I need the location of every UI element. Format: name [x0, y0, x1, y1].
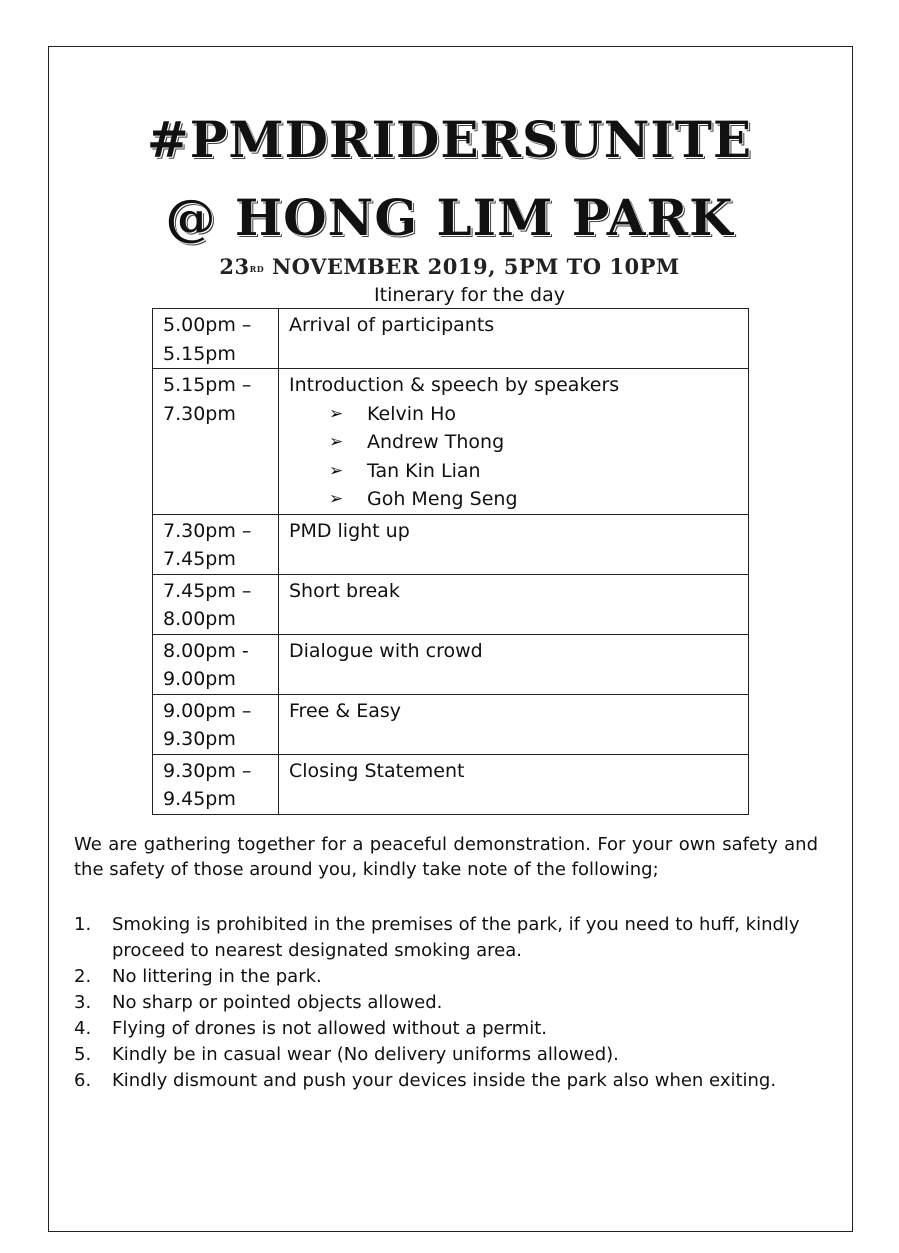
rule-number: 4. — [74, 1018, 92, 1039]
itinerary-heading: Itinerary for the day — [374, 284, 565, 306]
rule-text: Kindly dismount and push your devices inside the park also when exiting. — [112, 1070, 777, 1091]
list-item — [74, 1068, 818, 1094]
time-end: 7.30pm — [163, 402, 236, 425]
time-cell — [153, 754, 279, 814]
activity-label: Arrival of participants — [289, 314, 495, 336]
date-rest: NOVEMBER 2019, 5PM TO 10PM — [264, 254, 680, 279]
date-suffix: RD — [249, 264, 265, 274]
rule-number: 1. — [74, 914, 92, 935]
table-row — [153, 369, 749, 515]
rules-list — [74, 912, 818, 1094]
time-end: 7.45pm — [163, 548, 236, 570]
event-date-time — [0, 252, 899, 282]
list-item — [74, 1016, 818, 1042]
table-row — [153, 309, 749, 369]
table-row — [153, 574, 749, 634]
activity-label: PMD light up — [289, 519, 410, 542]
activity-label: Introduction & speech by speakers — [289, 374, 620, 396]
rule-number: 2. — [74, 966, 92, 987]
rule-text: Kindly be in casual wear (No delivery uniforms allowed). — [112, 1044, 619, 1065]
list-item — [74, 964, 818, 990]
rule-number: 5. — [74, 1044, 92, 1065]
arrow-bullet-icon: ➢ — [329, 403, 344, 424]
arrow-bullet-icon: ➢ — [329, 489, 344, 509]
rule-number: 6. — [74, 1070, 92, 1091]
event-location: @ HONG LIM PARK — [165, 188, 734, 247]
time-cell — [153, 514, 279, 574]
time-start: 7.45pm – — [163, 579, 252, 602]
time-end: 5.15pm — [163, 342, 236, 365]
speaker-name: Kelvin Ho — [367, 402, 456, 425]
activity-cell — [279, 309, 749, 369]
arrow-bullet-icon: ➢ — [329, 460, 344, 481]
time-end: 9.30pm — [163, 728, 236, 750]
speaker-list — [289, 400, 738, 514]
activity-cell — [279, 634, 749, 694]
list-item — [74, 1042, 818, 1068]
list-item — [74, 912, 818, 964]
speaker-name: Andrew Thong — [367, 431, 505, 453]
activity-label: Closing Statement — [289, 759, 465, 782]
activity-label: Dialogue with crowd — [289, 639, 483, 662]
rule-number: 3. — [74, 992, 92, 1013]
notice-intro: We are gathering together for a peaceful demonstration. For your own safety and the safety of those around you, kindly take note of the following; — [74, 834, 818, 880]
time-cell — [153, 369, 279, 515]
time-cell — [153, 694, 279, 754]
time-start: 8.00pm - — [163, 639, 249, 662]
list-item — [329, 457, 738, 486]
date-day: 23 — [219, 254, 250, 279]
rule-text: No littering in the park. — [112, 966, 322, 987]
activity-cell — [279, 514, 749, 574]
time-end: 9.00pm — [163, 668, 236, 690]
time-cell — [153, 309, 279, 369]
activity-cell — [279, 694, 749, 754]
list-item — [329, 485, 738, 514]
speaker-name: Goh Meng Seng — [367, 488, 518, 510]
list-item — [329, 400, 738, 429]
time-start: 7.30pm – — [163, 519, 252, 542]
table-row — [153, 514, 749, 574]
activity-label: Free & Easy — [289, 699, 402, 722]
speaker-name: Tan Kin Lian — [367, 459, 481, 482]
time-start: 9.00pm – — [163, 699, 252, 722]
time-start: 5.00pm – — [163, 314, 252, 336]
table-row — [153, 634, 749, 694]
time-end: 8.00pm — [163, 608, 236, 630]
table-row — [153, 754, 749, 814]
itinerary-table — [152, 308, 749, 815]
list-item — [74, 990, 818, 1016]
activity-cell — [279, 574, 749, 634]
time-end: 9.45pm — [163, 788, 236, 810]
rule-text: Flying of drones is not allowed without a permit. — [112, 1018, 547, 1039]
time-start: 9.30pm – — [163, 759, 252, 782]
arrow-bullet-icon: ➢ — [329, 432, 344, 452]
event-title: #PMDRIDERSUNITE — [146, 110, 753, 169]
table-row — [153, 694, 749, 754]
activity-cell — [279, 754, 749, 814]
activity-label: Short break — [289, 579, 400, 602]
time-start: 5.15pm – — [163, 374, 252, 396]
time-cell — [153, 574, 279, 634]
rule-text: Smoking is prohibited in the premises of the park, if you need to huff, kindly proceed to nearest designated smoking area. — [112, 914, 800, 961]
list-item — [329, 428, 738, 457]
rule-text: No sharp or pointed objects allowed. — [112, 992, 443, 1013]
time-cell — [153, 634, 279, 694]
activity-cell — [279, 369, 749, 515]
